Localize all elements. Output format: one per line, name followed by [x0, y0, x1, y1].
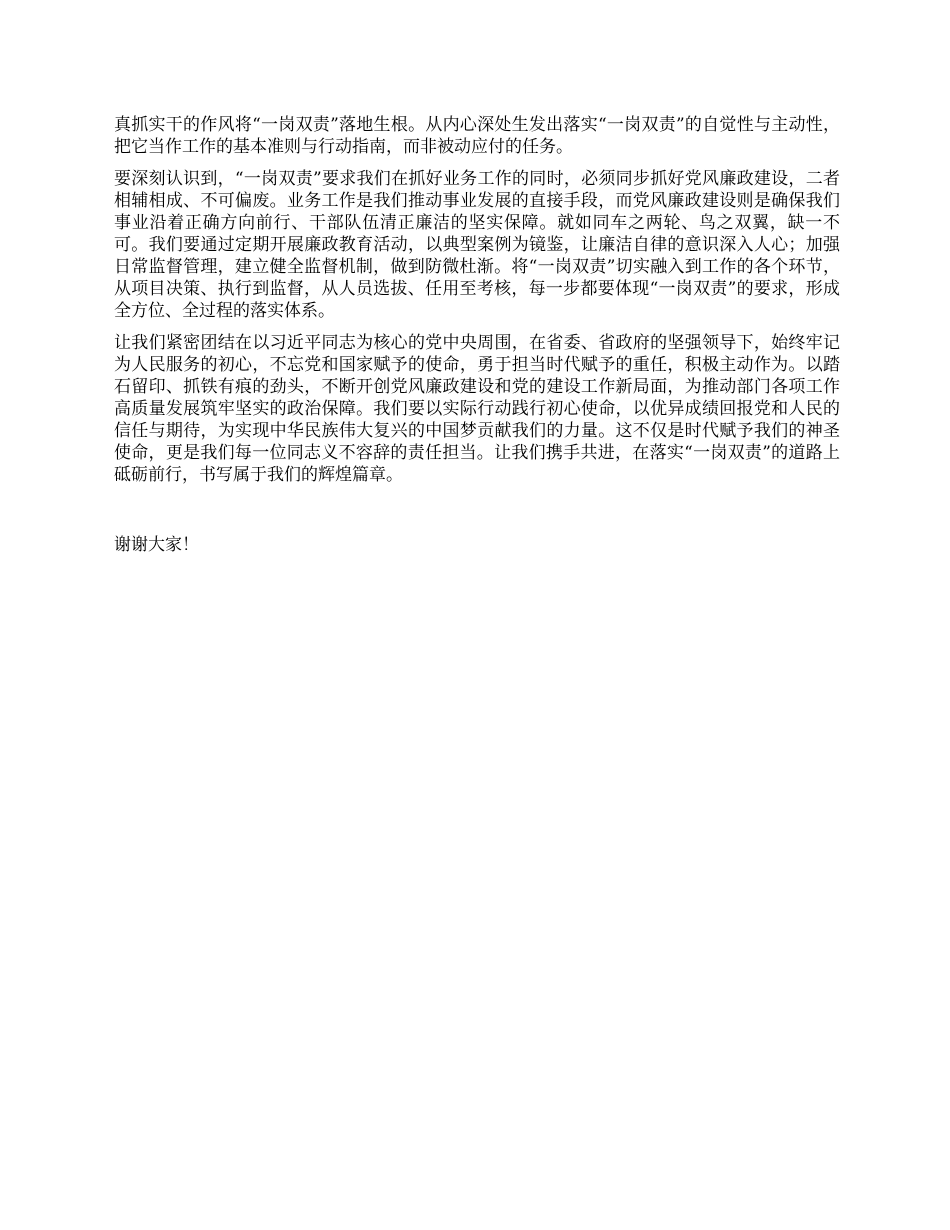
document-body [114, 114, 840, 486]
paragraph-1: 真抓实干的作风将“一岗双责”落地生根。从内心深处生发出落实“一岗双责”的自觉性与主动性，把它当作工作的基本准则与行动指南，而非被动应付的任务。 [114, 115, 840, 157]
closing-line: 谢谢大家！ [114, 535, 199, 555]
paragraph-3: 让我们紧密团结在以习近平同志为核心的党中央周围，在省委、省政府的坚强领导下，始终牢记为人民服务的初心，不忘党和国家赋予的使命，勇于担当时代赋予的重任，积极主动作为。以踏石留印、抓铁有痕的劲头，不断开创党风廉政建设和党的建设工作新局面，为推动部门各项工作高质量发展筑牢坚实的政治保障。我们要以实际行动践行初心使命，以优异成绩回报党和人民的信任与期待，为实现中华民族伟大复兴的中国梦贡献我们的力量。这不仅是时代赋予我们的神圣使命，更是我们每一位同志义不容辞的责任担当。让我们携手共进，在落实“一岗双责”的道路上砥砺前行，书写属于我们的辉煌篇章。 [114, 333, 840, 485]
paragraph-2: 要深刻认识到，“一岗双责”要求我们在抓好业务工作的同时，必须同步抓好党风廉政建设，二者相辅相成、不可偏废。业务工作是我们推动事业发展的直接手段，而党风廉政建设则是确保我们事业沿着正确方向前行、干部队伍清正廉洁的坚实保障。就如同车之两轮、鸟之双翼，缺一不可。我们要通过定期开展廉政教育活动，以典型案例为镜鉴，让廉洁自律的意识深入人心；加强日常监督管理，建立健全监督机制，做到防微杜渐。将“一岗双责”切实融入到工作的各个环节，从项目决策、执行到监督，从人员选拔、任用至考核，每一步都要体现“一岗双责”的要求，形成全方位、全过程的落实体系。 [114, 169, 840, 321]
